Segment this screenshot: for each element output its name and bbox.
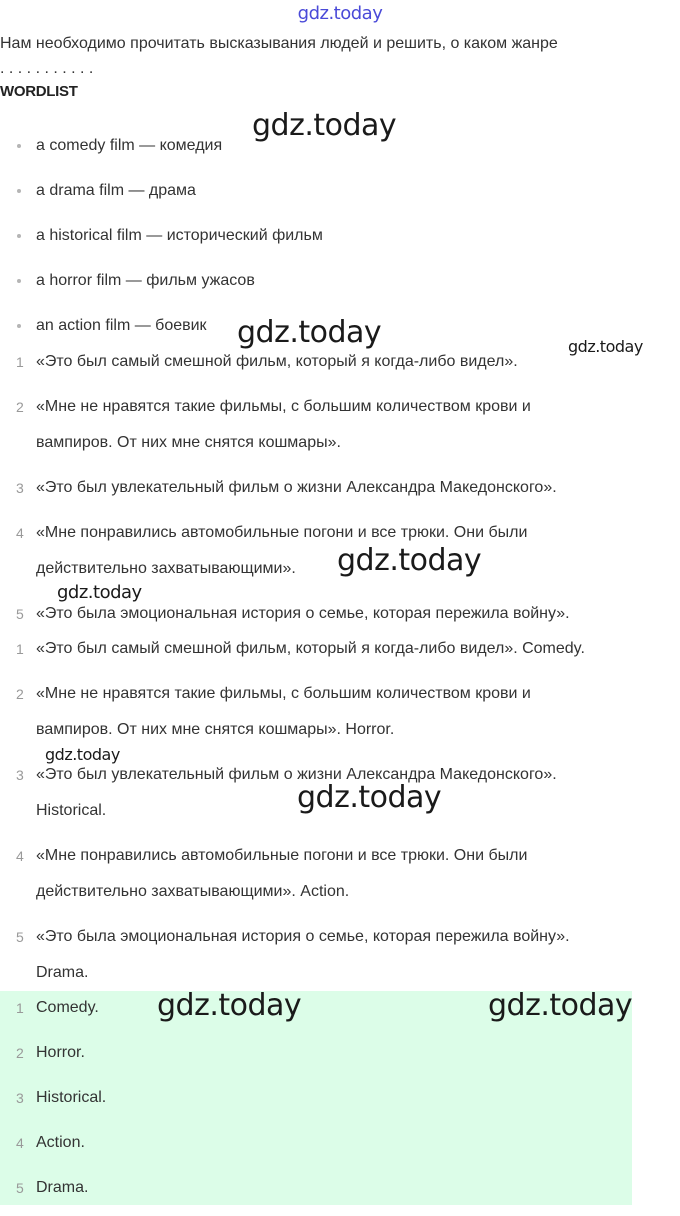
question-line: «Мне не нравятся такие фильмы, с большим количеством крови и [36,398,531,415]
question-line: «Мне понравились автомобильные погони и все трюки. Они были [36,524,528,541]
item-number: 1 [16,354,24,370]
item-number: 3 [16,1090,24,1106]
short-answer-item [0,1171,672,1216]
question-line: «Это была эмоциональная история о семье, которая пережила войну». [36,605,570,622]
question-item [0,389,672,461]
wordlist-heading: WORDLIST [0,83,78,100]
item-number: 5 [16,606,24,622]
watermark: gdz.today [157,988,302,1023]
answer-line: «Мне не нравятся такие фильмы, с большим количеством крови и [36,685,531,702]
item-number: 1 [16,641,24,657]
answer-short-list [0,991,672,1216]
short-answer-item [0,1036,672,1081]
answer-item [0,838,672,910]
short-answer-text: Historical. [36,1089,107,1106]
watermark: gdz.today [488,988,633,1023]
answer-line: «Это был увлекательный фильм о жизни Александра Македонского». [36,766,557,783]
wordlist-item [0,168,323,213]
question-line: вампиров. От них мне снятся кошмары». [36,434,341,451]
wordlist-item-text: an action film — боевик [36,317,207,334]
watermark: gdz.today [252,108,397,143]
answer-item [0,631,672,667]
wordlist-item-text: a historical film — исторический фильм [36,227,323,244]
bullet-icon [17,189,21,193]
item-number: 4 [16,848,24,864]
watermark: gdz.today [337,543,482,578]
item-number: 2 [16,686,24,702]
question-item [0,515,672,587]
bullet-icon [17,279,21,283]
answer-full-list [0,631,672,1000]
site-logo[interactable]: gdz.today [297,3,383,24]
answer-line: «Мне понравились автомобильные погони и все трюки. Они были [36,847,528,864]
answer-item [0,676,672,748]
wordlist-item [0,213,323,258]
item-number: 4 [16,1135,24,1151]
short-answer-item [0,1126,672,1171]
answer-line: действительно захватывающими». Action. [36,883,350,900]
wordlist-item-text: a horror film — фильм ужасов [36,272,255,289]
answer-line: вампиров. От них мне снятся кошмары». Horror. [36,721,395,738]
item-number: 2 [16,399,24,415]
watermark: gdz.today [45,745,120,764]
short-answer-text: Drama. [36,1179,89,1196]
item-number: 3 [16,480,24,496]
answer-line: Historical. [36,802,107,819]
question-line: «Это был самый смешной фильм, который я когда-либо видел». [36,353,518,370]
short-answer-item [0,1081,672,1126]
answer-item [0,919,672,991]
watermark: gdz.today [568,337,643,356]
watermark: gdz.today [297,780,442,815]
task-intro: Нам необходимо прочитать высказывания людей и решить, о каком жанре [0,35,558,52]
bullet-icon [17,234,21,238]
short-answer-text: Action. [36,1134,85,1151]
wordlist-item-text: a comedy film — комедия [36,137,223,154]
short-answer-text: Comedy. [36,999,99,1016]
item-number: 4 [16,525,24,541]
item-number: 2 [16,1045,24,1061]
item-number: 3 [16,767,24,783]
question-line: «Это был увлекательный фильм о жизни Александра Македонского». [36,479,557,496]
wordlist-item-text: a drama film — драма [36,182,196,199]
item-number: 5 [16,929,24,945]
answer-line: «Это был самый смешной фильм, который я когда-либо видел». Comedy. [36,640,585,657]
question-item [0,470,672,506]
wordlist-item [0,258,323,303]
short-answer-text: Horror. [36,1044,85,1061]
answer-line: Drama. [36,964,89,981]
watermark: gdz.today [57,582,142,603]
task-intro-cutoff: . . . . . . . . . . . [0,60,94,74]
item-number: 1 [16,1000,24,1016]
bullet-icon [17,144,21,148]
watermark: gdz.today [237,315,382,350]
question-line: действительно захватывающими». [36,560,296,577]
item-number: 5 [16,1180,24,1196]
bullet-icon [17,324,21,328]
answer-line: «Это была эмоциональная история о семье, которая пережила войну». [36,928,570,945]
